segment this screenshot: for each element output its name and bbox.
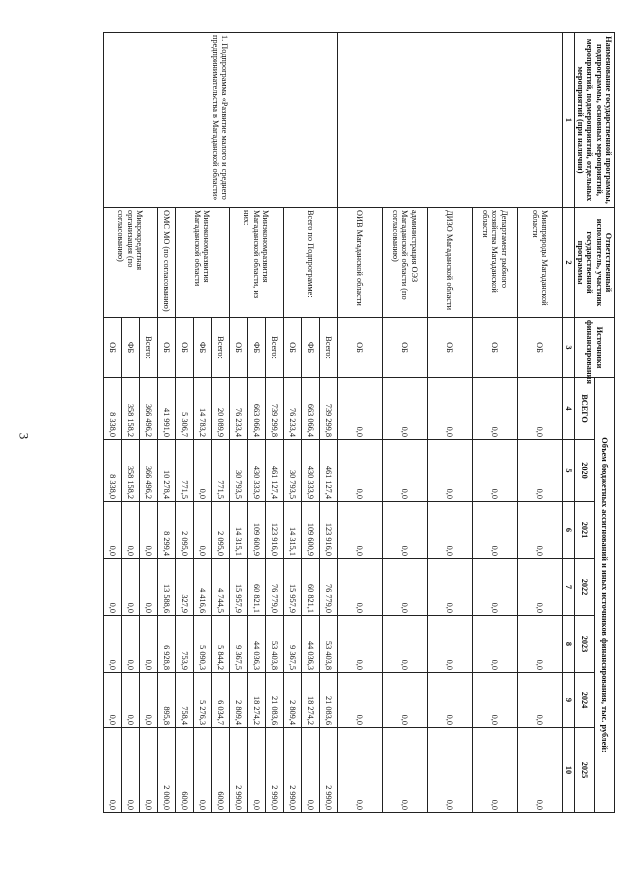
- value-cell: 0,0: [139, 559, 157, 616]
- value-cell: 30 793,5: [283, 440, 301, 502]
- value-cell: 123 916,0: [319, 502, 337, 559]
- value-cell: 2 990,0: [283, 728, 301, 813]
- value-cell: 0,0: [427, 728, 472, 813]
- value-cell: 5 306,7: [175, 378, 193, 440]
- value-cell: 10 278,4: [157, 440, 175, 502]
- value-cell: 0,0: [337, 616, 382, 673]
- value-cell: 0,0: [121, 616, 139, 673]
- value-cell: 18 274,2: [301, 673, 319, 728]
- value-cell: 8 338,0: [103, 440, 121, 502]
- source-cell: ФБ: [193, 318, 211, 378]
- source-cell: ОБ: [427, 318, 472, 378]
- value-cell: 76 779,0: [265, 559, 283, 616]
- value-cell: 53 403,8: [319, 616, 337, 673]
- value-cell: 0,0: [517, 616, 562, 673]
- value-cell: 0,0: [382, 559, 427, 616]
- value-cell: 15 957,9: [283, 559, 301, 616]
- value-cell: 0,0: [427, 616, 472, 673]
- value-cell: 5 090,3: [193, 616, 211, 673]
- table-body: [103, 33, 562, 813]
- value-cell: 600,0: [211, 728, 229, 813]
- executor-cell: администрация ОЭЗ Магаданской области (по согласованию): [382, 208, 427, 318]
- value-cell: 6 928,8: [157, 616, 175, 673]
- value-cell: 30 793,5: [229, 440, 247, 502]
- value-cell: 0,0: [382, 440, 427, 502]
- source-cell: Всего:: [319, 318, 337, 378]
- value-cell: 13 588,6: [157, 559, 175, 616]
- header-year: 2020: [574, 440, 594, 502]
- value-cell: 14 315,1: [229, 502, 247, 559]
- value-cell: 41 991,0: [157, 378, 175, 440]
- executor-cell: Минприроды Магаданской области: [517, 208, 562, 318]
- value-cell: 14 315,1: [283, 502, 301, 559]
- executor-cell: Минэкономразвития Магаданской области: [175, 208, 229, 318]
- source-cell: ОБ: [103, 318, 121, 378]
- value-cell: 0,0: [382, 616, 427, 673]
- header-volume: Объем бюджетных ассигнований и иных источников финансирования, тыс. рублей:: [594, 378, 614, 813]
- value-cell: 0,0: [193, 440, 211, 502]
- value-cell: 0,0: [517, 378, 562, 440]
- value-cell: 0,0: [121, 502, 139, 559]
- value-cell: 21 083,6: [265, 673, 283, 728]
- source-cell: ОБ: [229, 318, 247, 378]
- value-cell: 20 089,9: [211, 378, 229, 440]
- value-cell: 2 990,0: [229, 728, 247, 813]
- value-cell: 0,0: [472, 673, 517, 728]
- value-cell: 9 367,5: [283, 616, 301, 673]
- value-cell: 0,0: [517, 559, 562, 616]
- value-cell: 0,0: [472, 616, 517, 673]
- value-cell: 76 779,0: [319, 559, 337, 616]
- value-cell: 76 233,4: [283, 378, 301, 440]
- value-cell: 600,0: [175, 728, 193, 813]
- value-cell: 15 957,9: [229, 559, 247, 616]
- column-number: 7: [562, 559, 574, 616]
- header-year: 2022: [574, 559, 594, 616]
- header-name: Наименование государственной программы, подпрограммы, основных мероприятий, мероприятий, подмероприятий, отдельных мероприятий (при наличии): [574, 33, 614, 208]
- value-cell: 4 416,6: [193, 559, 211, 616]
- source-cell: ОБ: [382, 318, 427, 378]
- value-cell: 2 990,0: [265, 728, 283, 813]
- value-cell: 0,0: [121, 673, 139, 728]
- value-cell: 18 274,2: [247, 673, 265, 728]
- value-cell: 0,0: [427, 378, 472, 440]
- value-cell: 0,0: [427, 440, 472, 502]
- source-cell: Всего:: [211, 318, 229, 378]
- executor-cell: ОИВ Магаданской области: [337, 208, 382, 318]
- value-cell: 0,0: [121, 728, 139, 813]
- value-cell: 44 036,3: [301, 616, 319, 673]
- page-number: 3: [16, 432, 32, 440]
- value-cell: 0,0: [337, 378, 382, 440]
- value-cell: 0,0: [382, 728, 427, 813]
- value-cell: 758,4: [175, 673, 193, 728]
- value-cell: 53 403,8: [265, 616, 283, 673]
- value-cell: 5 844,2: [211, 616, 229, 673]
- value-cell: 76 233,4: [229, 378, 247, 440]
- value-cell: 366 496,2: [139, 378, 157, 440]
- column-number: 3: [562, 318, 574, 378]
- executor-cell: Всего по Подпрограмме:: [283, 208, 337, 318]
- executor-cell: Микрокредитная организация (по согласованию): [103, 208, 157, 318]
- executor-cell: Минэкономразвития Магаданской области, из них:: [229, 208, 283, 318]
- value-cell: 0,0: [382, 378, 427, 440]
- column-number: 1: [562, 33, 574, 208]
- source-cell: ФБ: [301, 318, 319, 378]
- value-cell: 2 095,0: [175, 502, 193, 559]
- empty-name-cell: [337, 33, 562, 208]
- value-cell: 2 809,4: [283, 673, 301, 728]
- value-cell: 0,0: [472, 728, 517, 813]
- subprogram-label: 1. Подпрограмма «Развитие малого и среднего предпринимательства в Магаданской области»: [103, 33, 337, 208]
- value-cell: 8 299,4: [157, 502, 175, 559]
- value-cell: 2 000,0: [157, 728, 175, 813]
- column-number: 6: [562, 502, 574, 559]
- value-cell: 60 821,1: [301, 559, 319, 616]
- value-cell: 895,8: [157, 673, 175, 728]
- executor-cell: ОМС МО (по согласованию): [157, 208, 175, 318]
- source-cell: ОБ: [157, 318, 175, 378]
- value-cell: 0,0: [103, 502, 121, 559]
- value-cell: 5 276,3: [193, 673, 211, 728]
- value-cell: 21 083,6: [319, 673, 337, 728]
- value-cell: 109 600,9: [301, 502, 319, 559]
- source-cell: Всего:: [265, 318, 283, 378]
- value-cell: 0,0: [193, 728, 211, 813]
- value-cell: 0,0: [337, 559, 382, 616]
- value-cell: 0,0: [139, 502, 157, 559]
- value-cell: 9 367,5: [229, 616, 247, 673]
- value-cell: 0,0: [193, 502, 211, 559]
- value-cell: 0,0: [337, 728, 382, 813]
- value-cell: 0,0: [427, 559, 472, 616]
- value-cell: 739 299,8: [265, 378, 283, 440]
- value-cell: 0,0: [103, 559, 121, 616]
- source-cell: ОБ: [472, 318, 517, 378]
- value-cell: 0,0: [472, 502, 517, 559]
- value-cell: 358 158,2: [121, 378, 139, 440]
- value-cell: 771,5: [175, 440, 193, 502]
- value-cell: 60 821,1: [247, 559, 265, 616]
- value-cell: 461 127,4: [265, 440, 283, 502]
- value-cell: 0,0: [472, 378, 517, 440]
- table-row: [517, 33, 562, 813]
- value-cell: 0,0: [103, 728, 121, 813]
- column-number: 9: [562, 673, 574, 728]
- value-cell: 0,0: [382, 502, 427, 559]
- source-cell: ФБ: [247, 318, 265, 378]
- source-cell: ОБ: [283, 318, 301, 378]
- value-cell: 0,0: [427, 673, 472, 728]
- financing-table: [103, 32, 615, 813]
- header-source: Источники финансирования: [574, 318, 614, 378]
- header-year: 2024: [574, 673, 594, 728]
- value-cell: 8 338,0: [103, 378, 121, 440]
- value-cell: 430 333,9: [247, 440, 265, 502]
- value-cell: 44 036,3: [247, 616, 265, 673]
- value-cell: 0,0: [517, 440, 562, 502]
- value-cell: 753,9: [175, 616, 193, 673]
- value-cell: 0,0: [139, 616, 157, 673]
- value-cell: 2 809,4: [229, 673, 247, 728]
- value-cell: 0,0: [472, 559, 517, 616]
- header-year: 2021: [574, 502, 594, 559]
- executor-cell: ДИЗО Магаданской области: [427, 208, 472, 318]
- value-cell: 109 600,9: [247, 502, 265, 559]
- column-number: 8: [562, 616, 574, 673]
- value-cell: 663 066,4: [301, 378, 319, 440]
- value-cell: 0,0: [139, 673, 157, 728]
- value-cell: 0,0: [103, 616, 121, 673]
- value-cell: 430 333,9: [301, 440, 319, 502]
- source-cell: ФБ: [121, 318, 139, 378]
- value-cell: 0,0: [427, 502, 472, 559]
- value-cell: 358 158,2: [121, 440, 139, 502]
- value-cell: 461 127,4: [319, 440, 337, 502]
- value-cell: 123 916,0: [265, 502, 283, 559]
- value-cell: 327,9: [175, 559, 193, 616]
- column-number: 5: [562, 440, 574, 502]
- source-cell: ОБ: [175, 318, 193, 378]
- column-number: 2: [562, 208, 574, 318]
- column-number: 4: [562, 378, 574, 440]
- header-executor: Ответственный исполнитель, участник государственной программы: [574, 208, 614, 318]
- value-cell: 0,0: [382, 673, 427, 728]
- value-cell: 14 783,2: [193, 378, 211, 440]
- source-cell: ОБ: [517, 318, 562, 378]
- value-cell: 6 034,7: [211, 673, 229, 728]
- value-cell: 0,0: [337, 502, 382, 559]
- value-cell: 4 744,5: [211, 559, 229, 616]
- value-cell: 0,0: [121, 559, 139, 616]
- source-cell: ОБ: [337, 318, 382, 378]
- source-cell: Всего:: [139, 318, 157, 378]
- value-cell: 2 990,0: [319, 728, 337, 813]
- value-cell: 0,0: [337, 440, 382, 502]
- value-cell: 0,0: [517, 673, 562, 728]
- table-row: [319, 33, 337, 813]
- value-cell: 0,0: [517, 502, 562, 559]
- header-year: 2023: [574, 616, 594, 673]
- executor-cell: Департамент рыбного хозяйства Магаданской области: [472, 208, 517, 318]
- value-cell: 0,0: [301, 728, 319, 813]
- header-year: 2025: [574, 728, 594, 813]
- rotated-document-sheet: [60, 32, 615, 812]
- value-cell: 0,0: [472, 440, 517, 502]
- value-cell: 739 299,8: [319, 378, 337, 440]
- value-cell: 0,0: [103, 673, 121, 728]
- value-cell: 0,0: [139, 728, 157, 813]
- value-cell: 0,0: [517, 728, 562, 813]
- value-cell: 0,0: [337, 673, 382, 728]
- value-cell: 366 496,2: [139, 440, 157, 502]
- value-cell: 771,5: [211, 440, 229, 502]
- header-year: ВСЕГО: [574, 378, 594, 440]
- value-cell: 2 095,0: [211, 502, 229, 559]
- value-cell: 0,0: [247, 728, 265, 813]
- value-cell: 663 066,4: [247, 378, 265, 440]
- column-number: 10: [562, 728, 574, 813]
